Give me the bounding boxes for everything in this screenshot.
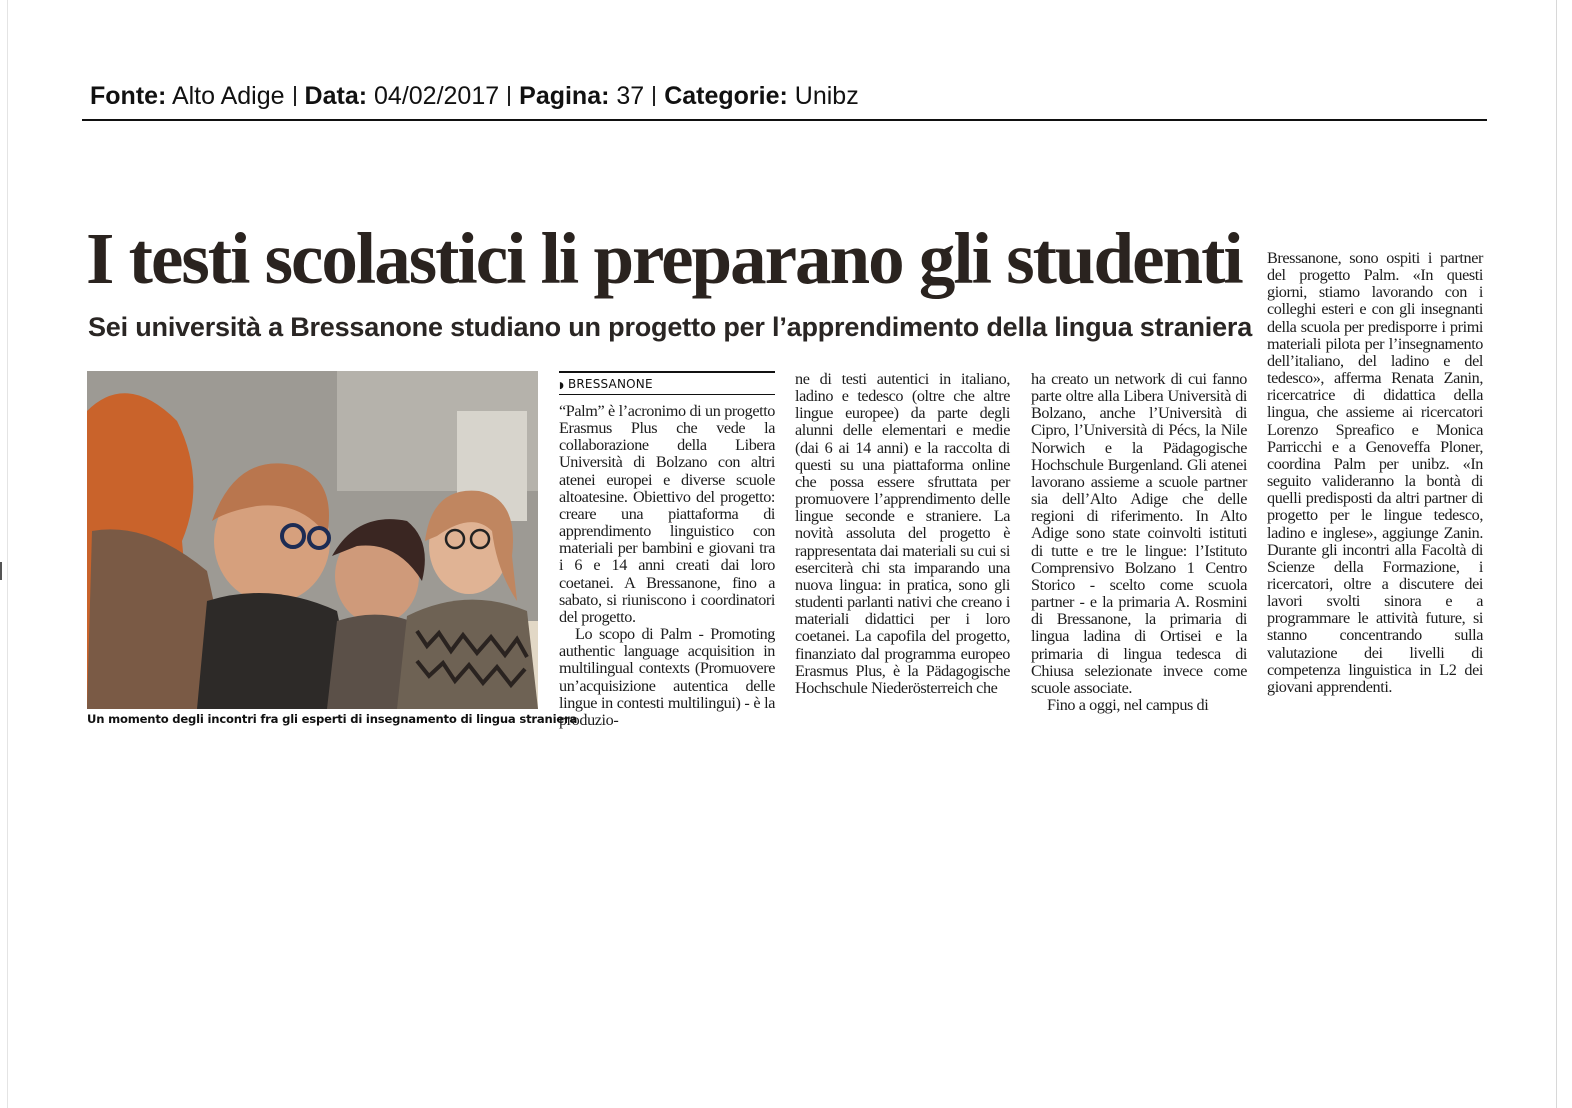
- article-column-2: [795, 371, 1010, 697]
- source-header: [90, 82, 1486, 111]
- body-paragraph: Lo scopo di Palm - Promoting authentic language acquisition in multilingual contexts (Promuovere un’acquisizione autentica delle lingue in contesti multilingui) - è la produzio-: [559, 625, 775, 729]
- body-paragraph: ne di testi autentici in italiano, ladino e tedesco (oltre che altre lingue europee) da parte degli alunni delle elementari e medie (dai 6 ai 14 anni) e la raccolta di questi su una piattaforma online che possa essere sfruttata per promuovere l’apprendimento delle lingue seconde e straniere. La novità assoluta del progetto è rappresentata dai materiali su cui si eserciterà chi sta imparando una nuova lingua: in pratica, sono gli studenti parlanti nativi che creano i materiali didattici per i loro coetanei. La capofila del progetto, finanziato dal programma europeo Erasmus Plus, è la Pädagogische Hochschule Niederösterreich che: [795, 370, 1010, 697]
- photo-caption: Un momento degli incontri fra gli esperti di insegnamento di lingua straniera: [87, 712, 578, 726]
- data-value: 04/02/2017: [374, 82, 500, 110]
- header-separator: [294, 86, 296, 106]
- header-separator: [508, 86, 510, 106]
- header-separator: [653, 86, 655, 106]
- categorie-label: Categorie:: [664, 82, 788, 110]
- fonte-value: Alto Adige: [171, 82, 285, 110]
- body-paragraph: ha creato un network di cui fanno parte oltre alla Libera Università di Bolzano, anche l’Università di Cipro, l’Università di Pécs, la Nile Norwich e la Pädagogische Hochschule Burgenland. Gli atenei lavorano assieme a scuole partner sia dell’Alto Adige che delle regioni di riferimento. In Alto Adige sono state coinvolti istituti di tutte e tre le lingue: l’Istituto Comprensivo Bolzano 1 Centro Storico - scelto come scuola partner - e la primaria A. Rosmini di Bressanone, la primaria di lingua ladina di Ortisei e la primaria di lingua tedesca di Chiusa selezionate invece come scuole associate.: [1031, 370, 1247, 697]
- page-left-border: [7, 0, 8, 1108]
- pagina-value: 37: [616, 82, 645, 110]
- body-paragraph: “Palm” è l’acronimo di un progetto Erasmus Plus che vede la collaborazione della Libera Università di Bolzano con altri atenei europei e diverse scuole altoatesine. Obiettivo del progetto: creare una piattaforma di apprendimento linguistico con materiali per bambini e giovani tra i 6 e 14 anni creati dai loro coetanei. A Bressanone, fino a sabato, si riuniscono i coordinatori del progetto.: [559, 402, 775, 626]
- body-paragraph: Bressanone, sono ospiti i partner del progetto Palm. «In questi giorni, stiamo lavorando con i colleghi esteri e con gli insegnanti della scuola per predisporre i primi materiali pilota per l’insegnamento dell’italiano, del ladino e del tedesco», afferma Renata Zanin, ricercatrice di didattica della lingua, che assieme ai ricercatori Lorenzo Spreafico e Monica Parricchi e a Genoveffa Ploner, coordina Palm per unibz. «In seguito valideranno la bontà di quelli predisposti da altri partner di progetto per le lingue tedesco, ladino e inglese», aggiunge Zanin. Durante gli incontri alla Facoltà di Scienze della Formazione, i ricercatori, oltre a discutere dei lavori svolti sinora e a programmare le attività future, si stanno concentrando sulla valutazione dei livelli di competenza linguistica in L2 dei giovani apprendenti.: [1267, 249, 1483, 696]
- page-right-border: [1556, 0, 1557, 1108]
- dateline-arrow-icon: ◗: [559, 381, 564, 391]
- fonte-label: Fonte:: [90, 82, 167, 110]
- page-edge-mark: [0, 562, 2, 580]
- article-subtitle: Sei università a Bressanone studiano un progetto per l’apprendimento della lingua straniera: [88, 312, 1253, 342]
- pagina-label: Pagina:: [519, 82, 610, 110]
- article-column-4: [1267, 250, 1483, 696]
- article-photo: [87, 371, 538, 709]
- article-headline: I testi scolastici li preparano gli studenti: [86, 218, 1242, 299]
- data-label: Data:: [304, 82, 368, 110]
- categorie-value: Unibz: [794, 82, 859, 110]
- dateline: [559, 371, 775, 395]
- article-column-1: [559, 403, 775, 729]
- header-divider: [82, 119, 1487, 121]
- photo-illustration: [87, 371, 538, 709]
- dateline-bottom-rule: [559, 394, 775, 395]
- article-column-3: [1031, 371, 1247, 714]
- dateline-label: BRESSANONE: [567, 377, 653, 391]
- body-paragraph: Fino a oggi, nel campus di: [1047, 695, 1209, 714]
